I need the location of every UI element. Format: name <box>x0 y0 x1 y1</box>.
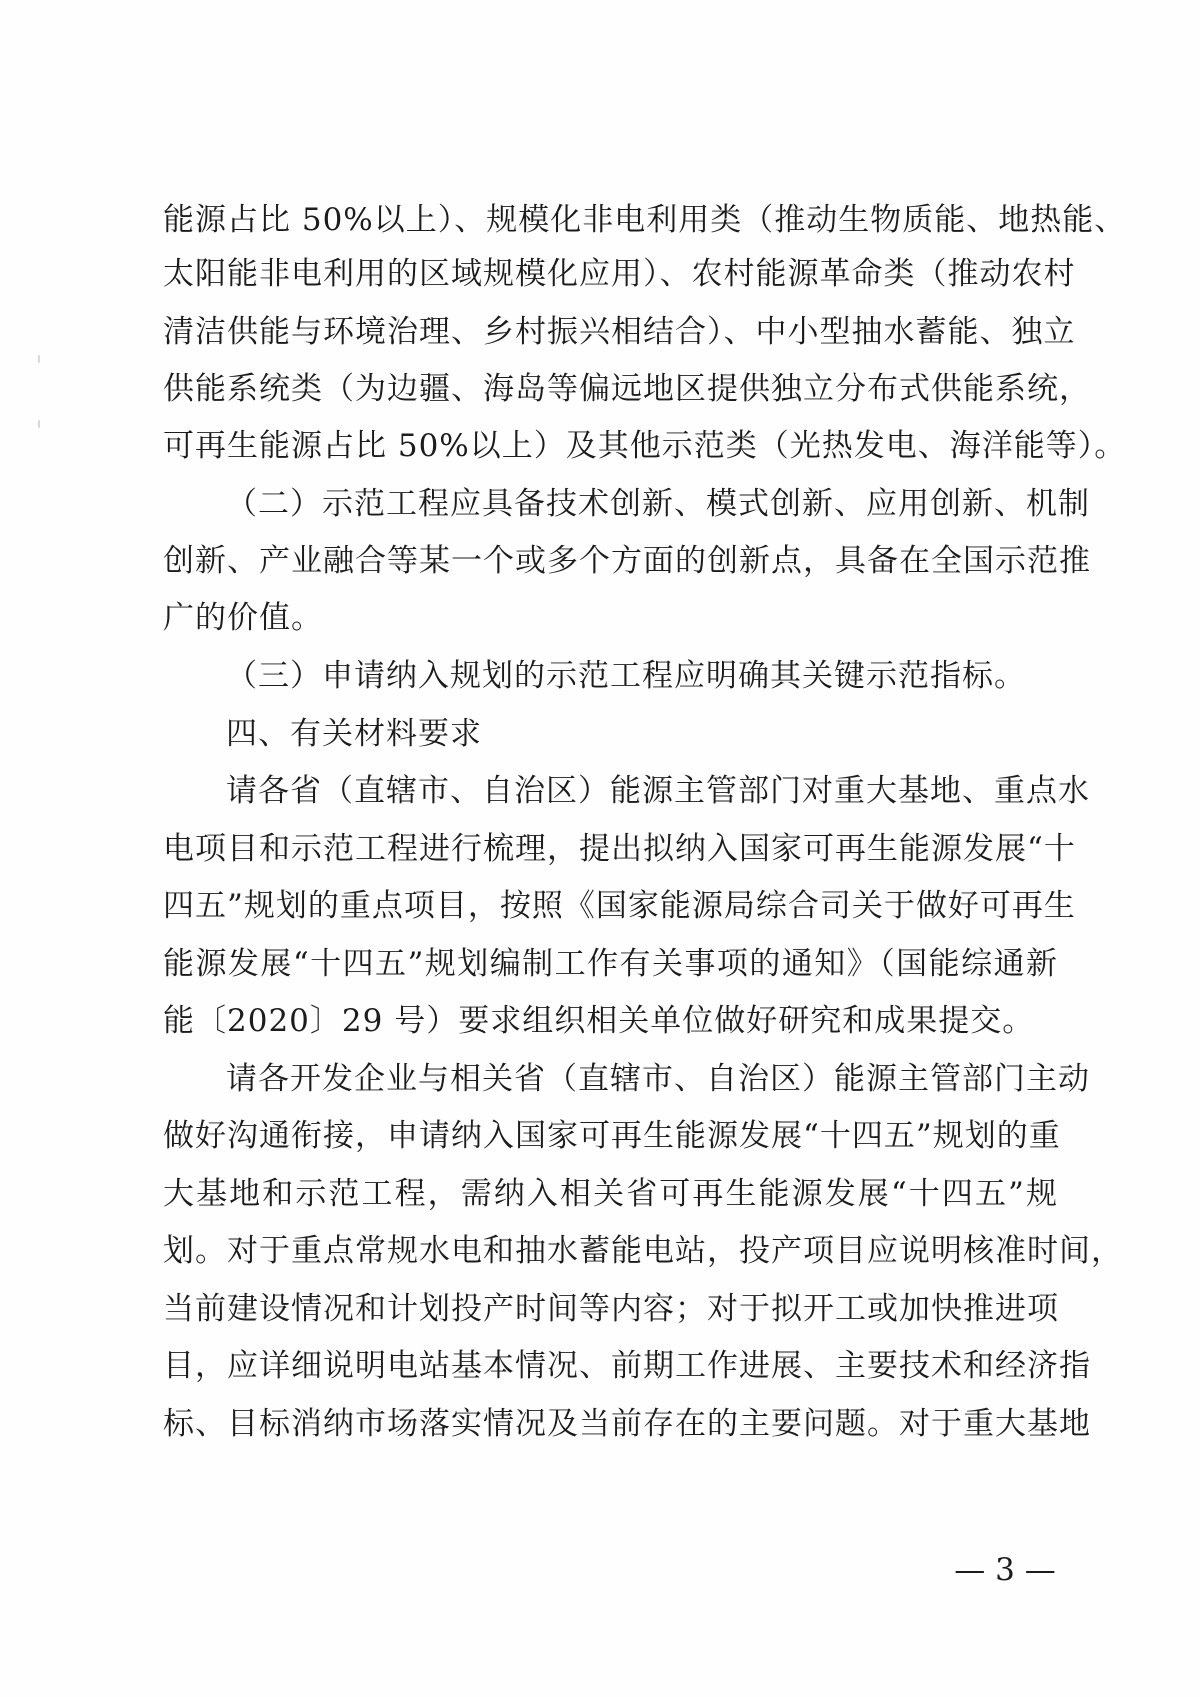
body-line: 能源发展“十四五”规划编制工作有关事项的通知》（国能综通新 <box>163 946 1058 982</box>
body-line: 能〔2020〕29 号）要求组织相关单位做好研究和成果提交。 <box>163 1003 1035 1039</box>
page-number: — 3 — <box>954 1552 1056 1588</box>
body-line: 电项目和示范工程进行梳理，提出拟纳入国家可再生能源发展“十 <box>163 831 1076 867</box>
body-line: 清洁供能与环境治理、乡村振兴相结合）、中小型抽水蓄能、独立 <box>163 314 1076 350</box>
scan-speck <box>38 355 40 363</box>
body-line: 创新、产业融合等某一个或多个方面的创新点，具备在全国示范推 <box>163 543 1091 579</box>
body-line: 能源占比 50%以上）、规模化非电利用类（推动生物质能、地热能、 <box>163 202 1127 238</box>
body-line: （二）示范工程应具备技术创新、模式创新、应用创新、机制 <box>226 486 1090 522</box>
body-line: 划。对于重点常规水电和抽水蓄能电站，投产项目应说明核准时间， <box>163 1233 1123 1269</box>
body-line: 请各省（直辖市、自治区）能源主管部门对重大基地、重点水 <box>226 773 1090 809</box>
body-line: 标、目标消纳市场落实情况及当前存在的主要问题。对于重大基地 <box>163 1406 1091 1442</box>
body-line: 太阳能非电利用的区域规模化应用）、农村能源革命类（推动农村 <box>163 256 1076 292</box>
body-line: 做好沟通衔接，申请纳入国家可再生能源发展“十四五”规划的重 <box>163 1118 1061 1154</box>
body-line: （三）申请纳入规划的示范工程应明确其关键示范指标。 <box>226 658 1026 694</box>
body-line: 大基地和示范工程，需纳入相关省可再生能源发展“十四五”规 <box>163 1176 1058 1212</box>
body-line: 当前建设情况和计划投产时间等内容；对于拟开工或加快推进项 <box>163 1291 1059 1327</box>
body-line: 供能系统类（为边疆、海岛等偏远地区提供独立分布式供能系统， <box>163 371 1091 407</box>
body-line: 四五”规划的重点项目，按照《国家能源局综合司关于做好可再生 <box>163 888 1076 924</box>
body-line: 广的价值。 <box>163 600 323 636</box>
section-heading: 四、有关材料要求 <box>226 716 482 752</box>
body-line: 请各开发企业与相关省（直辖市、自治区）能源主管部门主动 <box>226 1061 1090 1097</box>
body-line: 目，应详细说明电站基本情况、前期工作进展、主要技术和经济指 <box>163 1348 1091 1384</box>
scan-speck <box>38 420 40 428</box>
body-line: 可再生能源占比 50%以上）及其他示范类（光热发电、海洋能等）。 <box>163 428 1127 464</box>
